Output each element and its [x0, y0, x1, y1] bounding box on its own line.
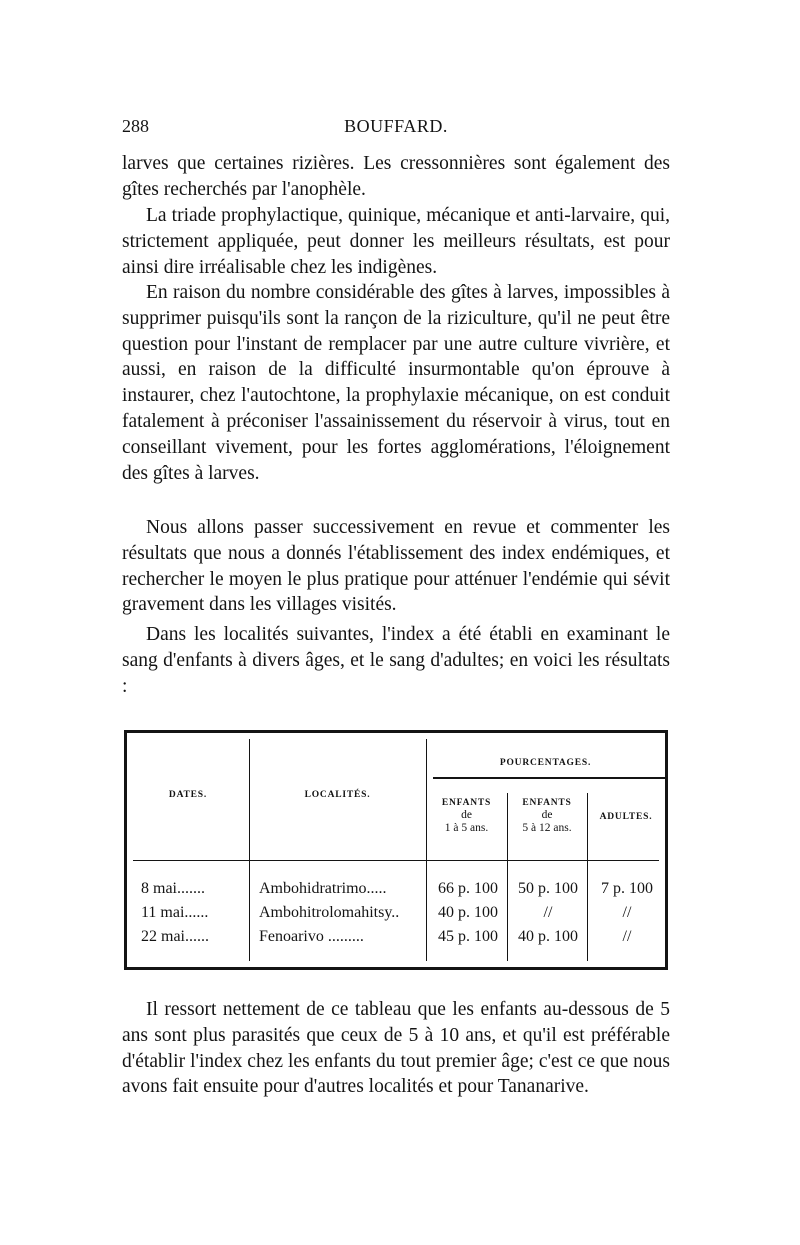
body-rule — [133, 860, 659, 861]
row-locality: Fenoarivo ......... — [259, 928, 364, 945]
row-enfants-5-12: 50 p. 100 — [518, 880, 578, 897]
row-locality: Ambohidratrimo..... — [259, 880, 387, 897]
column-rule — [426, 739, 427, 961]
header-adultes: ADULTES. — [599, 812, 653, 822]
row-adultes: // — [622, 928, 632, 945]
header-enfants-de: de — [541, 809, 553, 821]
row-adultes: 7 p. 100 — [601, 880, 653, 897]
row-adultes: // — [622, 904, 632, 921]
header-enfants-label: ENFANTS — [522, 798, 572, 808]
header-enfants-range: 5 à 12 ans. — [522, 822, 572, 834]
running-title: BOUFFARD. — [344, 116, 448, 136]
header-rule — [433, 777, 665, 779]
row-enfants-1-5: 66 p. 100 — [438, 880, 498, 897]
column-rule — [249, 739, 250, 961]
row-enfants-1-5: 40 p. 100 — [438, 904, 498, 921]
row-enfants-5-12: // — [543, 904, 553, 921]
row-locality: Ambohitrolomahitsy.. — [259, 904, 400, 921]
paragraph-2: La triade prophylactique, quinique, mécanique et anti-larvaire, qui, strictement appliquée, peut donner les meilleurs résultats, est pour ainsi dire irréalisable chez les indigènes. — [122, 205, 670, 278]
header-enfants-de: de — [461, 809, 472, 821]
header-enfants-5-12 — [507, 797, 587, 835]
header-enfants-range: 1 à 5 ans. — [444, 822, 489, 834]
header-pourcentages: POURCENTAGES. — [499, 758, 592, 768]
paragraph-4: Nous allons passer successivement en revue et commenter les résultats que nous a donnés l'établissement des index endémiques, et rechercher le moyen le plus pratique pour atténuer l'endémie qui sévit gravement dans les villages visités. — [122, 517, 670, 616]
header-enfants-1-5 — [426, 797, 507, 835]
results-table — [124, 730, 668, 970]
running-header — [122, 116, 670, 144]
paragraph-1: larves que certaines rizières. Les cressonnières sont également des gîtes recherchés par l'anophèle. — [122, 153, 670, 200]
row-date: 11 mai...... — [141, 904, 209, 921]
row-enfants-5-12: 40 p. 100 — [518, 928, 578, 945]
paragraph-5: Dans les localités suivantes, l'index a été établi en examinant le sang d'enfants à divers âges, et le sang d'adultes; en voici les résultats : — [122, 624, 670, 697]
header-dates: DATES. — [168, 790, 208, 800]
paragraph-3: En raison du nombre considérable des gîtes à larves, impossibles à supprimer puisqu'ils sont la rançon de la riziculture, qu'il ne peut être question pour l'instant de remplacer par une autre culture vivrière, et aussi, en raison de la difficulté insurmontable qu'on éprouve à instaurer, chez l'autochtone, la prophylaxie mécanique, on est conduit fatalement à préconiser l'assainissement du réservoir à virus, tout en conseillant vivement, pour les fortes agglomérations, l'éloignement des gîtes à larves. — [122, 282, 670, 484]
row-date: 22 mai...... — [141, 928, 209, 945]
header-localites: LOCALITÉS. — [304, 790, 371, 800]
paragraph-6: Il ressort nettement de ce tableau que les enfants au-dessous de 5 ans sont plus parasités que ceux de 5 à 10 ans, et qu'il est préférable d'établir l'index chez les enfants du tout premier âge; c'est ce que nous avons fait ensuite pour d'autres localités et pour Tananarive. — [122, 999, 670, 1098]
row-enfants-1-5: 45 p. 100 — [438, 928, 498, 945]
page-number: 288 — [122, 116, 149, 136]
row-date: 8 mai....... — [141, 880, 205, 897]
header-enfants-label: ENFANTS — [441, 798, 492, 808]
